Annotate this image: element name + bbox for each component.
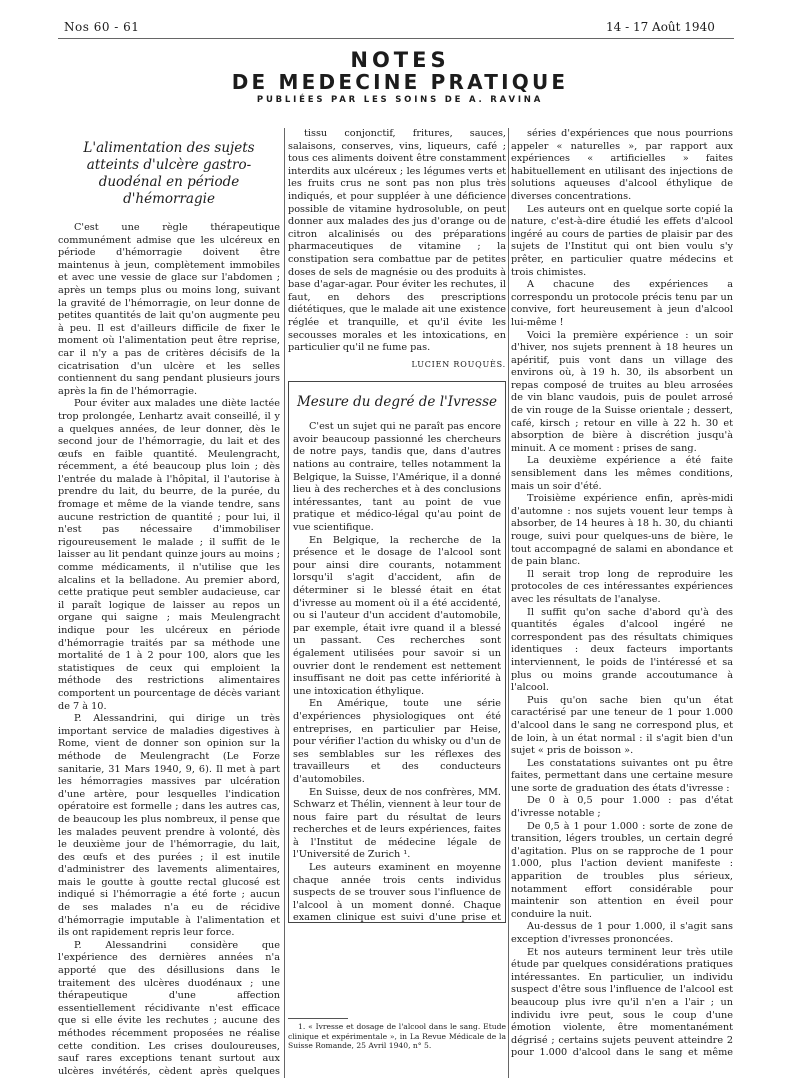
masthead-subtitle: PUBLIÉES PAR LES SOINS DE A. RAVINA	[256, 95, 544, 105]
paragraph: Les constatations suivantes ont pu être faites, permettant dans une certaine mesure une sorte de graduation des états d'ivresse :	[511, 757, 733, 794]
paragraph: Troisième expérience enfin, après-midi d'automne : nos sujets vouent leur temps à absorber, de 14 heures à 18 h. 30, du chianti rouge, suivi pour quelques-uns de bière, le tout accompagné de salami en abondance et de pain blanc.	[511, 493, 733, 568]
paragraph: Pour éviter aux malades une diète lactée trop prolongée, Lenhartz avait conseillé, il y a quelques années, de leur donner, dès le second jour de l'hémorragie, du lait et des œufs en faible quantité. Meulengracht, récemment, a été beaucoup plus loin ; dès l'entrée du malade à l'hôpital, il l'autorise à prendre du lait, du beurre, de la purée, du fromage et même de la viande tendre, sans aucune restriction de quantité ; pour lui, il n'est pas nécessaire d'immobiliser rigoureusement le malade ; il suffit de le laisser au lit pendant quinze jours au moins ; comme médicaments, il n'utilise que les alcalins et la belladone. Au premier abord, cette pratique peut sembler audacieuse, car il paraît logique de laisser au repos un organe qui saigne ; mais Meulengracht indique pour les ulcéreux en période d'hémorragie traités par sa méthode une mortalité de 1 à 2 pour 100, alors que les statistiques de ceux qui emploient la méthode des restrictions alimentaires comportent un pourcentage de décès variant de 7 à 10.	[58, 398, 280, 712]
paragraph: Il suffit qu'on sache d'abord qu'à des quantités égales d'alcool ingéré ne correspondent pas des résultats chimiques identiques : deux facteurs importants interviennent, le poids de l'intéressé et sa plus ou moins grande accoutumance à l'alcool.	[511, 606, 733, 694]
paragraph: Les auteurs examinent en moyenne chaque année trois cents individus suspects de se trouver sous l'influence de l'alcool à un moment donné. Chaque examen clinique est suivi d'une prise et	[293, 862, 501, 924]
article-box-ivresse	[288, 381, 506, 923]
paragraph: Les auteurs ont en quelque sorte copié la nature, c'est-à-dire étudié les effets d'alcool ingéré au cours de parties de plaisir par des sujets de l'Institut qui ont bien voulu s'y prêter, en particulier quatre médecins et trois chimistes.	[511, 203, 733, 278]
column-divider-left	[284, 128, 285, 1078]
header-rule	[58, 38, 734, 39]
paragraph: P. Alessandrini, qui dirige un très important service de maladies digestives à Rome, vient de donner son opinion sur la méthode de Meulengracht (Le Forze sanitarie, 31 Mars 1940, 9, 6). Il met à part les hémorragies massives par ulcération d'une artère, pour lesquelles l'indication opératoire est formelle ; dans les autres cas, de beaucoup les plus nombreux, il pense que les malades peuvent prendre à volonté, dès le deuxième jour de l'hémorragie, du lait, des œufs et des purées ; il est inutile d'administrer des lavements alimentaires, mais le goutte à goutte rectal glucosé est indiqué si l'hémorragie a été forte ; aucun de ses malades n'a eu de récidive d'hémorragie imputable à l'alimentation et ils ont rapidement repris leur force.	[58, 713, 280, 939]
paragraph: séries d'expériences que nous pourrions appeler « naturelles », par rapport aux expériences « artificielles » faites habituellement en utilisant des injections de solutions aqueuses d'alcool éthylique de diverses concentrations.	[511, 128, 733, 202]
paragraph: Voici la première expérience : un soir d'hiver, nos sujets prennent à 18 heures un apéritif, puis vont dans un village des environs où, à 19 h. 30, ils absorbent un repas composé de truites au bleu arrosées de vin blanc vaudois, puis de poulet arrosé de vin rouge de la Suisse orientale ; dessert, café, kirsch ; retour en ville à 22 h. 30 et absorption de bière à discrétion jusqu'à minuit. A ce moment : prises de sang.	[511, 329, 733, 454]
paragraph: Au-dessus de 1 pour 1.000, il s'agit sans exception d'ivresses prononcées.	[511, 921, 733, 945]
masthead-title-line1: NOTES	[350, 48, 450, 72]
issue-number: Nos 60 - 61	[64, 20, 140, 34]
paragraph: En Suisse, deux de nos confrères, MM. Schwarz et Thélin, viennent à leur tour de nous faire part du résultat de leurs recherches et de leurs expériences, faites à l'Institut de médecine légale de l'Université de Zurich ¹.	[293, 786, 501, 861]
paragraph: A chacune des expériences a correspondu un protocole précis tenu par un convive, fort heureusement à jeun d'alcool lui-même !	[511, 279, 733, 328]
paragraph: Il serait trop long de reproduire les protocoles de ces intéressantes expériences avec les résultats de l'analyse.	[511, 568, 733, 605]
column-1	[58, 128, 280, 1078]
footnote: 1. « Ivresse et dosage de l'alcool dans le sang. Etude clinique et expérimentale », in La Revue Médicale de la Suisse Romande, 25 Avril 1940, n° 5.	[288, 1022, 506, 1051]
paragraph: De 0,5 à 1 pour 1.000 : sorte de zone de transition, légers troubles, un certain degré d'agitation. Plus on se rapproche de 1 pour 1.000, plus l'action devient manifeste : apparition de troubles plus sérieux, notamment effort considérable pour maintenir son attention en éveil pour conduire la nuit.	[511, 820, 733, 920]
article-body-continued	[511, 128, 733, 1058]
footnote-rule	[288, 1018, 348, 1019]
paragraph: La deuxième expérience a été faite sensiblement dans les mêmes conditions, mais un soir d'été.	[511, 455, 733, 492]
issue-date: 14 - 17 Août 1940	[606, 20, 715, 34]
article-body	[293, 421, 501, 923]
paragraph: C'est un sujet qui ne paraît pas encore avoir beaucoup passionné les chercheurs de notre pays, tandis que, dans d'autres nations au contraire, telles notamment la Belgique, la Suisse, l'Amérique, il a donné lieu à des recherches et à des conclusions intéressantes, tant au point de vue pratique et médico-légal qu'au point de vue scientifique.	[293, 421, 501, 534]
paragraph: Puis qu'on sache bien qu'un état caractérisé par une teneur de 1 pour 1.000 d'alcool dans le sang ne correspond plus, et de loin, à un état normal : il s'agit bien d'un sujet « pris de boisson ».	[511, 694, 733, 757]
paragraph: P. Alessandrini considère que l'expérience des dernières années n'a apporté que des désillusions dans le traitement des ulcères duodénaux ; une thérapeutique d'une affection essentiellement récidivante n'est efficace que si elle évite les rechutes ; aucune des méthodes récemment proposées ne réalise cette condition. Les crises douloureuses, sauf rares exceptions tenant surtout aux ulcères invétérés, cèdent après quelques	[58, 939, 280, 1077]
article-body-continued	[288, 128, 506, 355]
masthead-title-line2: DE MEDECINE PRATIQUE	[231, 70, 569, 94]
article-title-alimentation: L'alimentation des sujets atteints d'ulcère gastro-duodénal en période d'hémorragie	[83, 140, 255, 207]
paragraph: Et nos auteurs terminent leur très utile étude par quelques considérations pratiques intéressantes. En particulier, un individu suspect d'être sous l'influence de l'alcool est beaucoup plus ivre qu'il n'en a l'air ; un individu ivre peut, sous le coup d'une émotion violente, être momentanément dégrisé ; certains sujets peuvent atteindre 2 pour 1.000 d'alcool dans le sang et même	[511, 946, 733, 1058]
paragraph: En Belgique, la recherche de la présence et le dosage de l'alcool sont pour ainsi dire courants, notamment lorsqu'il s'agit d'accident, afin de déterminer si le blessé était en état d'ivresse au moment où il a été accidenté, ou si l'auteur d'un accident d'automobile, par exemple, était ivre quand il a blessé un passant. Ces recherches sont également utilisées pour savoir si un ouvrier dont le rendement est nettement insuffisant ne doit pas cette infériorité à une intoxication éthylique.	[293, 534, 501, 697]
article-title-ivresse: Mesure du degré de l'Ivresse	[296, 394, 497, 411]
article-body	[58, 222, 280, 1078]
signature-rouques: LUCIEN ROUQUÈS.	[411, 359, 506, 369]
paragraph: De 0 à 0,5 pour 1.000 : pas d'état d'ivresse notable ;	[511, 795, 733, 820]
column-divider-right	[508, 128, 509, 1078]
column-2	[288, 128, 506, 1068]
paragraph: C'est une règle thérapeutique communément admise que les ulcéreux en période d'hémorragie doivent être maintenus à jeun, complètement immobiles et avec une vessie de glace sur l'abdomen ; après un temps plus ou moins long, suivant la gravité de l'hémorragie, on leur donne de petites quantités de lait qu'on augmente peu à peu. Il est d'ailleurs difficile de fixer le moment où l'alimentation peut être reprise, car il n'y a pas de critères décisifs de la cicatrisation d'un ulcère et les selles contiennent du sang pendant plusieurs jours après la fin de l'hémorragie.	[58, 222, 280, 397]
paragraph: En Amérique, toute une série d'expériences physiologiques ont été entreprises, en particulier par Heise, pour vérifier l'action du whisky ou d'un de ses semblables sur les réflexes des travailleurs et des conducteurs d'automobiles.	[293, 698, 501, 785]
paragraph: tissu conjonctif, fritures, sauces, salaisons, conserves, vins, liqueurs, café ; tous ces aliments doivent être constamment interdits aux ulcéreux ; les légumes verts et les fruits crus ne sont pas non plus très indiqués, et pour suppléer à une déficience possible de vitamine hydrosoluble, on peut donner aux malades des jus d'orange ou de citron alcalinisés ou des préparations pharmaceutiques de vitamine ; la constipation sera combattue par de petites doses de sels de magnésie ou des produits à base d'agar-agar. Pour éviter les rechutes, il faut, en dehors des prescriptions diététiques, que le malade ait une existence réglée et tranquille, et qu'il évite les secousses morales et les intoxications, en particulier qu'il ne fume pas.	[288, 128, 506, 354]
footnote-block	[288, 1012, 506, 1051]
column-3	[511, 128, 733, 1058]
